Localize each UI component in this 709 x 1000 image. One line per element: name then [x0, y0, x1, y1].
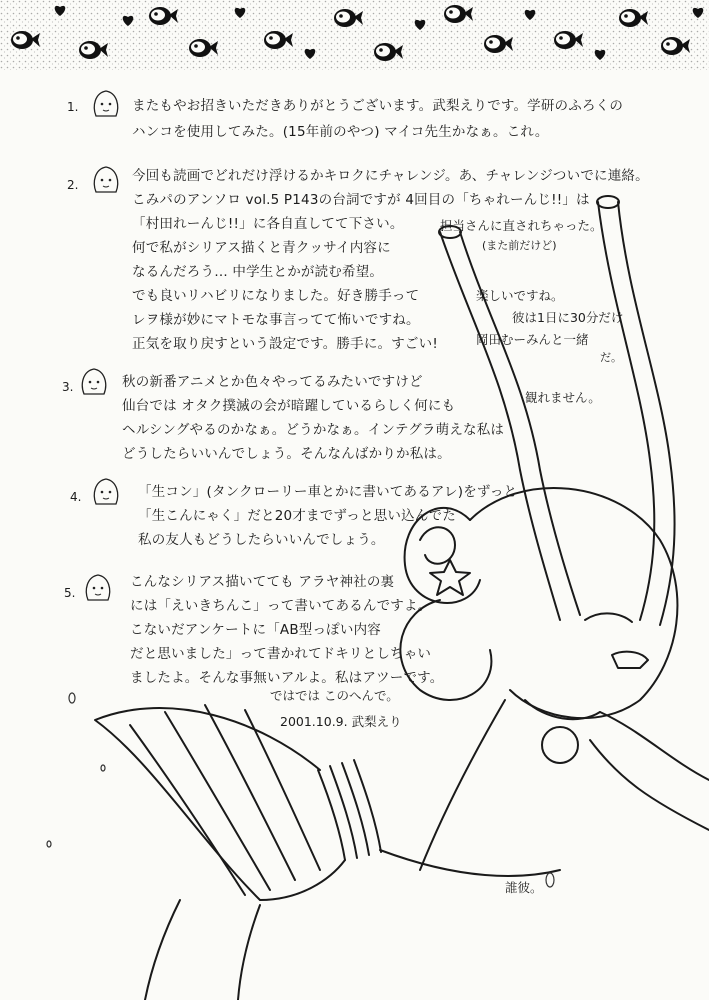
credit-title: 誰彼。 — [505, 880, 543, 895]
note-line: なるんだろう… 中学生とかが読む希望。 — [132, 264, 384, 280]
note-line: 「生コン」(タンクローリー車とかに書いてあるアレ)をずっと — [138, 484, 518, 500]
note-number: 2. — [67, 178, 79, 192]
note-line: 今回も読画でどれだけ浮けるかキロクにチャレンジ。あ、チャレンジついでに連絡。 — [132, 168, 649, 184]
note-line: ましたよ。そんな事無いアルよ。私はアツーです。 — [130, 670, 444, 686]
note-line: でも良いリハビリになりました。好き勝手って — [132, 288, 420, 304]
signoff-closing: ではでは このへんで。 — [270, 688, 399, 703]
side-note-editor: 担当さんに直されちゃった。 — [440, 218, 603, 233]
note-number: 1. — [67, 100, 79, 114]
side-note-editor-sub: (また前だけど) — [482, 239, 557, 252]
note-line: 「生こんにゃく」だと20才までずっと思い込んでた — [138, 508, 456, 524]
note-line: どうしたらいいんでしょう。そんなんばかりか私は。 — [122, 446, 451, 462]
note-number: 5. — [64, 586, 76, 600]
decorative-top-border — [0, 0, 709, 70]
note-line: だと思いました」って書かれてドキリとしちゃい — [130, 646, 432, 662]
chibi-stamp-icon — [92, 164, 120, 198]
side-note-watch-1: 彼は1日に30分だけ — [512, 310, 624, 325]
note-number: 4. — [70, 490, 82, 504]
note-line: こないだアンケートに「AB型っぽい内容 — [130, 622, 381, 638]
chibi-stamp-icon — [92, 476, 120, 510]
side-note-watch-3: だ。 — [600, 351, 622, 364]
side-note-cannot-watch: 観れません。 — [525, 390, 601, 405]
note-line: またもやお招きいただきありがとうございます。武梨えりです。学研のふろくの — [132, 98, 624, 114]
note-line: レヲ様が妙にマトモな事言ってて怖いですね。 — [132, 312, 420, 328]
note-number: 3. — [62, 380, 74, 394]
note-line: 私の友人もどうしたらいいんでしょう。 — [138, 532, 385, 548]
note-line: 秋の新番アニメとか色々やってるみたいですけど — [122, 374, 423, 390]
note-line: 正気を取り戻すという設定です。勝手に。すごい! — [132, 336, 438, 352]
note-line: には「えいきちんこ」って書いてあるんですよ。 — [130, 598, 432, 614]
note-line: ハンコを使用してみた。(15年前のやつ) マイコ先生かなぁ。これ。 — [132, 124, 549, 140]
note-line: 仙台では オタク撲滅の会が暗躍しているらしく何にも — [122, 398, 456, 414]
side-note-watch-2: 岡田むーみんと一緒 — [476, 332, 589, 347]
chibi-stamp-icon — [84, 572, 112, 606]
note-line: ヘルシングやるのかなぁ。どうかなぁ。インテグラ萌えな私は — [122, 422, 505, 438]
chibi-stamp-icon — [92, 88, 120, 122]
signoff-date-name: 2001.10.9. 武梨えり — [280, 714, 402, 729]
note-line: 「村田れーんじ!!」に各自直してて下さい。 — [132, 216, 404, 232]
note-line: こみパのアンソロ vol.5 P143の台詞ですが 4回目の「ちゃれーんじ!!」は — [132, 192, 590, 208]
note-line: 何で私がシリアス描くと青クッサイ内容に — [132, 240, 391, 256]
note-line: こんなシリアス描いてても アラヤ神社の裏 — [130, 574, 395, 590]
side-note-fun: 楽しいですね。 — [476, 288, 564, 303]
chibi-stamp-icon — [80, 366, 108, 400]
